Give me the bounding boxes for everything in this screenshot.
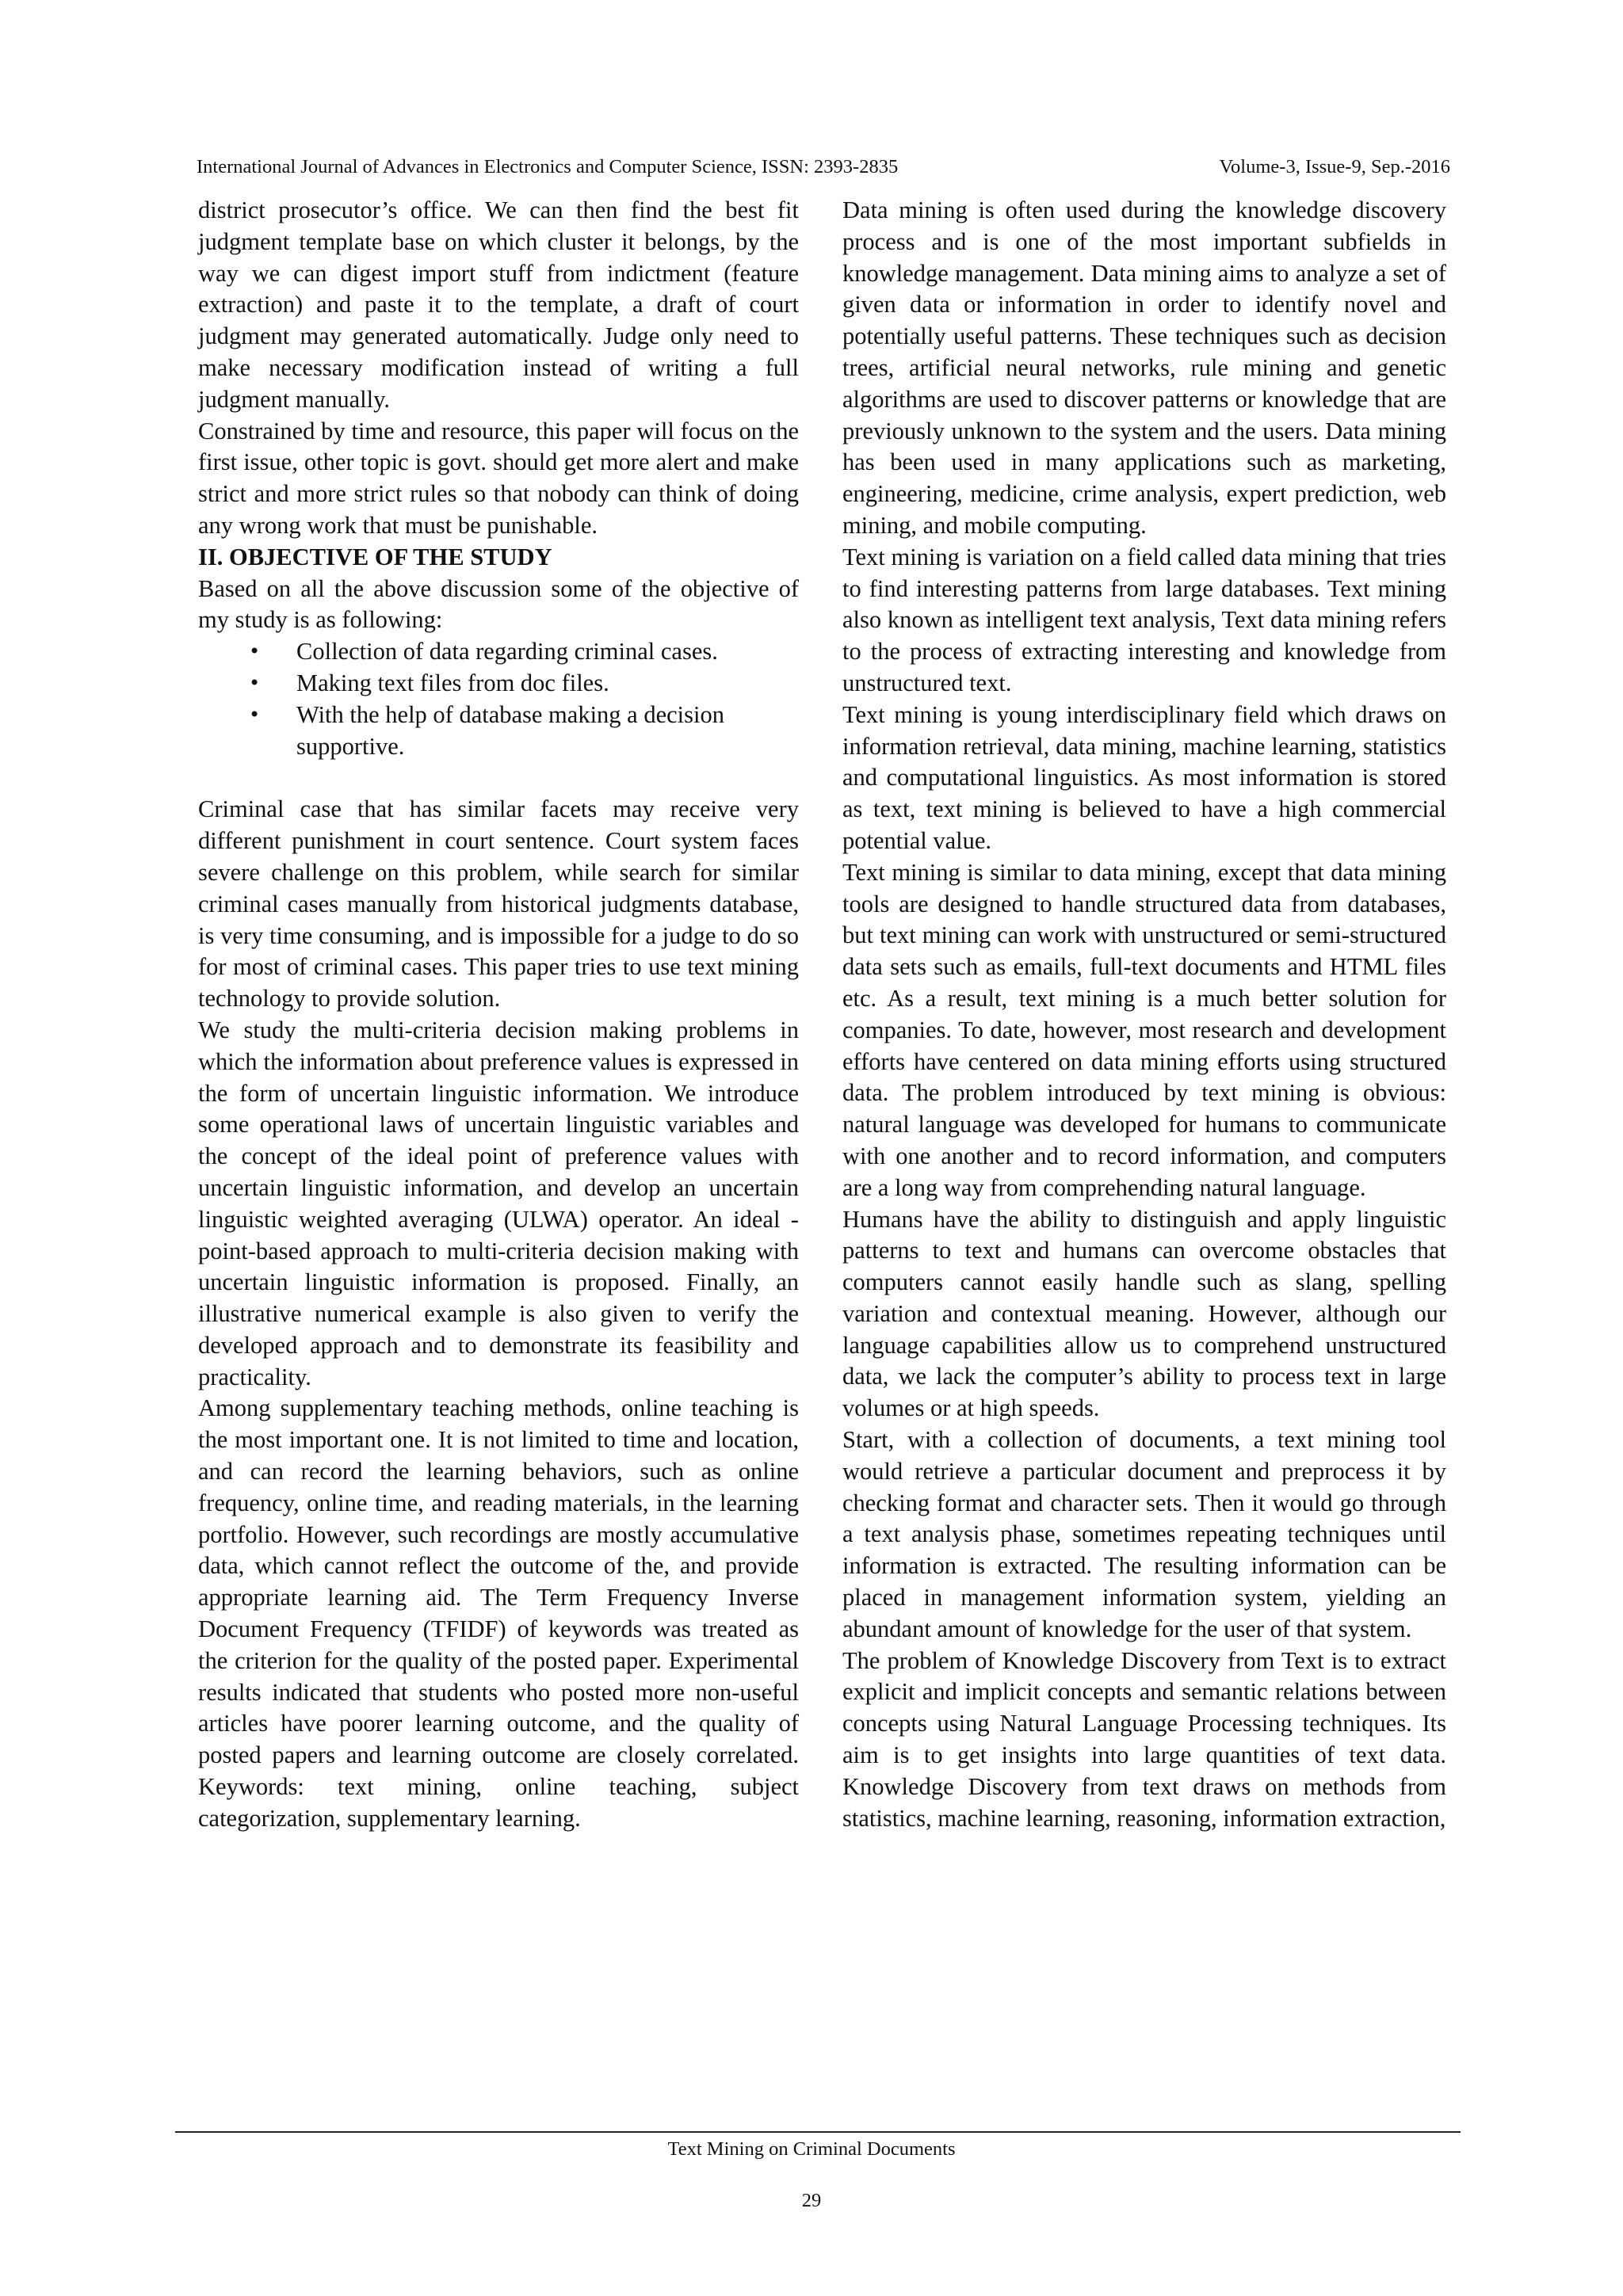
footer-divider xyxy=(175,2131,1461,2133)
paragraph: Start, with a collection of documents, a text mining tool would retrieve a particular document and preprocess it by checking format and character sets. Then it would go through a text analysis phase, sometimes repeating techniques until information is extracted. The resulting information can be placed in management information system, yielding an abundant amount of knowledge for the user of that system. xyxy=(842,1426,1446,1642)
objective-intro: Based on all the above discussion some of the objective of my study is as following: xyxy=(198,574,799,634)
bullet-icon: • xyxy=(249,703,261,726)
bullet-icon: • xyxy=(249,640,261,663)
running-header xyxy=(197,155,1450,179)
list-item-text: With the help of database making a decision supportive. xyxy=(296,700,724,760)
paragraph: Constrained by time and resource, this paper will focus on the first issue, other topic is govt. should get more alert and make strict and more strict rules so that nobody can think of doing any wrong work that must be punishable. xyxy=(198,417,799,539)
paragraph: Criminal case that has similar facets may receive very different punishment in court sentence. Court system faces severe challenge on this problem, while search for similar criminal cases manually from historical judgments database, is very time consuming, and is impossible for a judge to do so for most of criminal cases. This paper tries to use text mining technology to provide solution. xyxy=(198,795,799,1013)
volume-issue: Volume-3, Issue-9, Sep.-2016 xyxy=(1219,156,1450,177)
paragraph: Text mining is variation on a field called data mining that tries to find interesting patterns from large databases. Text mining also known as intelligent text analysis, Text data mining refers to the process of extracting interesting and knowledge from unstructured text. xyxy=(842,543,1446,696)
journal-name: International Journal of Advances in Electronics and Computer Science, ISSN: 2393-2835 xyxy=(197,156,899,177)
list-item xyxy=(198,700,799,763)
paragraph: district prosecutor’s office. We can then find the best fit judgment template base on which cluster it belongs, by the way we can digest import stuff from indictment (feature extraction) and paste it to the template, a draft of court judgment may generated automatically. Judge only need to make necessary modification instead of writing a full judgment manually. xyxy=(198,196,799,413)
paragraph: We study the multi-criteria decision making problems in which the information about preference values is expressed in the form of uncertain linguistic information. We introduce some operational laws of uncertain linguistic variables and the concept of the ideal point of preference values with uncertain linguistic information, and develop an uncertain linguistic weighted averaging (ULWA) operator. An ideal -point-based approach to multi-criteria decision making with uncertain linguistic information is proposed. Finally, an illustrative numerical example is also given to verify the developed approach and to demonstrate its feasibility and practicality. xyxy=(198,1016,799,1390)
section-heading: II. OBJECTIVE OF THE STUDY xyxy=(198,543,552,570)
list-item-text: Collection of data regarding criminal cases. xyxy=(296,638,718,666)
bullet-icon: • xyxy=(249,671,261,694)
paragraph: Text mining is similar to data mining, except that data mining tools are designed to handle structured data from databases, but text mining can work with unstructured or semi-structured data sets such as emails, full-text documents and HTML files etc. As a result, text mining is a much better solution for companies. To date, however, most research and development efforts have centered on data mining efforts using structured data. The problem introduced by text mining is obvious: natural language was developed for humans to communicate with one another and to record information, and computers are a long way from comprehending natural language. xyxy=(842,858,1446,1201)
paragraph: Among supplementary teaching methods, online teaching is the most important one. It is not limited to time and location, and can record the learning behaviors, such as online frequency, online time, and reading materials, in the learning portfolio. However, such recordings are mostly accumulative data, which cannot reflect the outcome of the, and provide appropriate learning aid. The Term Frequency Inverse Document Frequency (TFIDF) of keywords was treated as the criterion for the quality of the posted paper. Experimental results indicated that students who posted more non-useful articles have poorer learning outcome, and the quality of posted papers and learning outcome are closely correlated. Keywords: text mining, online teaching, subject categorization, supplementary learning. xyxy=(198,1394,799,1832)
page-number: 29 xyxy=(801,2190,822,2211)
list-item xyxy=(198,636,799,668)
paragraph: Data mining is often used during the knowledge discovery process and is one of the most important subfields in knowledge management. Data mining aims to analyze a set of given data or information in order to identify novel and potentially useful patterns. These techniques such as decision trees, artificial neural networks, rule mining and genetic algorithms are used to discover patterns or knowledge that are previously unknown to the system and the users. Data mining has been used in many applications such as marketing, engineering, medicine, crime analysis, expert prediction, web mining, and mobile computing. xyxy=(842,196,1446,539)
list-item-text: Making text files from doc files. xyxy=(296,669,609,696)
list-item xyxy=(198,668,799,700)
paragraph: Humans have the ability to distinguish and apply linguistic patterns to text and humans can overcome obstacles that computers cannot easily handle such as slang, spelling variation and contextual meaning. However, although our language capabilities allow us to comprehend unstructured data, we lack the computer’s ability to process text in large volumes or at high speeds. xyxy=(842,1205,1446,1422)
footer-title: Text Mining on Criminal Documents xyxy=(667,2138,956,2160)
right-column xyxy=(842,195,1446,1834)
paragraph: The problem of Knowledge Discovery from Text is to extract explicit and implicit concepts and semantic relations between concepts using Natural Language Processing techniques. Its aim is to get insights into large quantities of text data. Knowledge Discovery from text draws on methods from statistics, machine learning, reasoning, information extraction, xyxy=(842,1646,1446,1832)
paragraph: Text mining is young interdisciplinary field which draws on information retrieval, data mining, machine learning, statistics and computational linguistics. As most information is stored as text, text mining is believed to have a high commercial potential value. xyxy=(842,700,1446,854)
left-column xyxy=(198,195,799,1835)
objective-list xyxy=(198,636,799,762)
